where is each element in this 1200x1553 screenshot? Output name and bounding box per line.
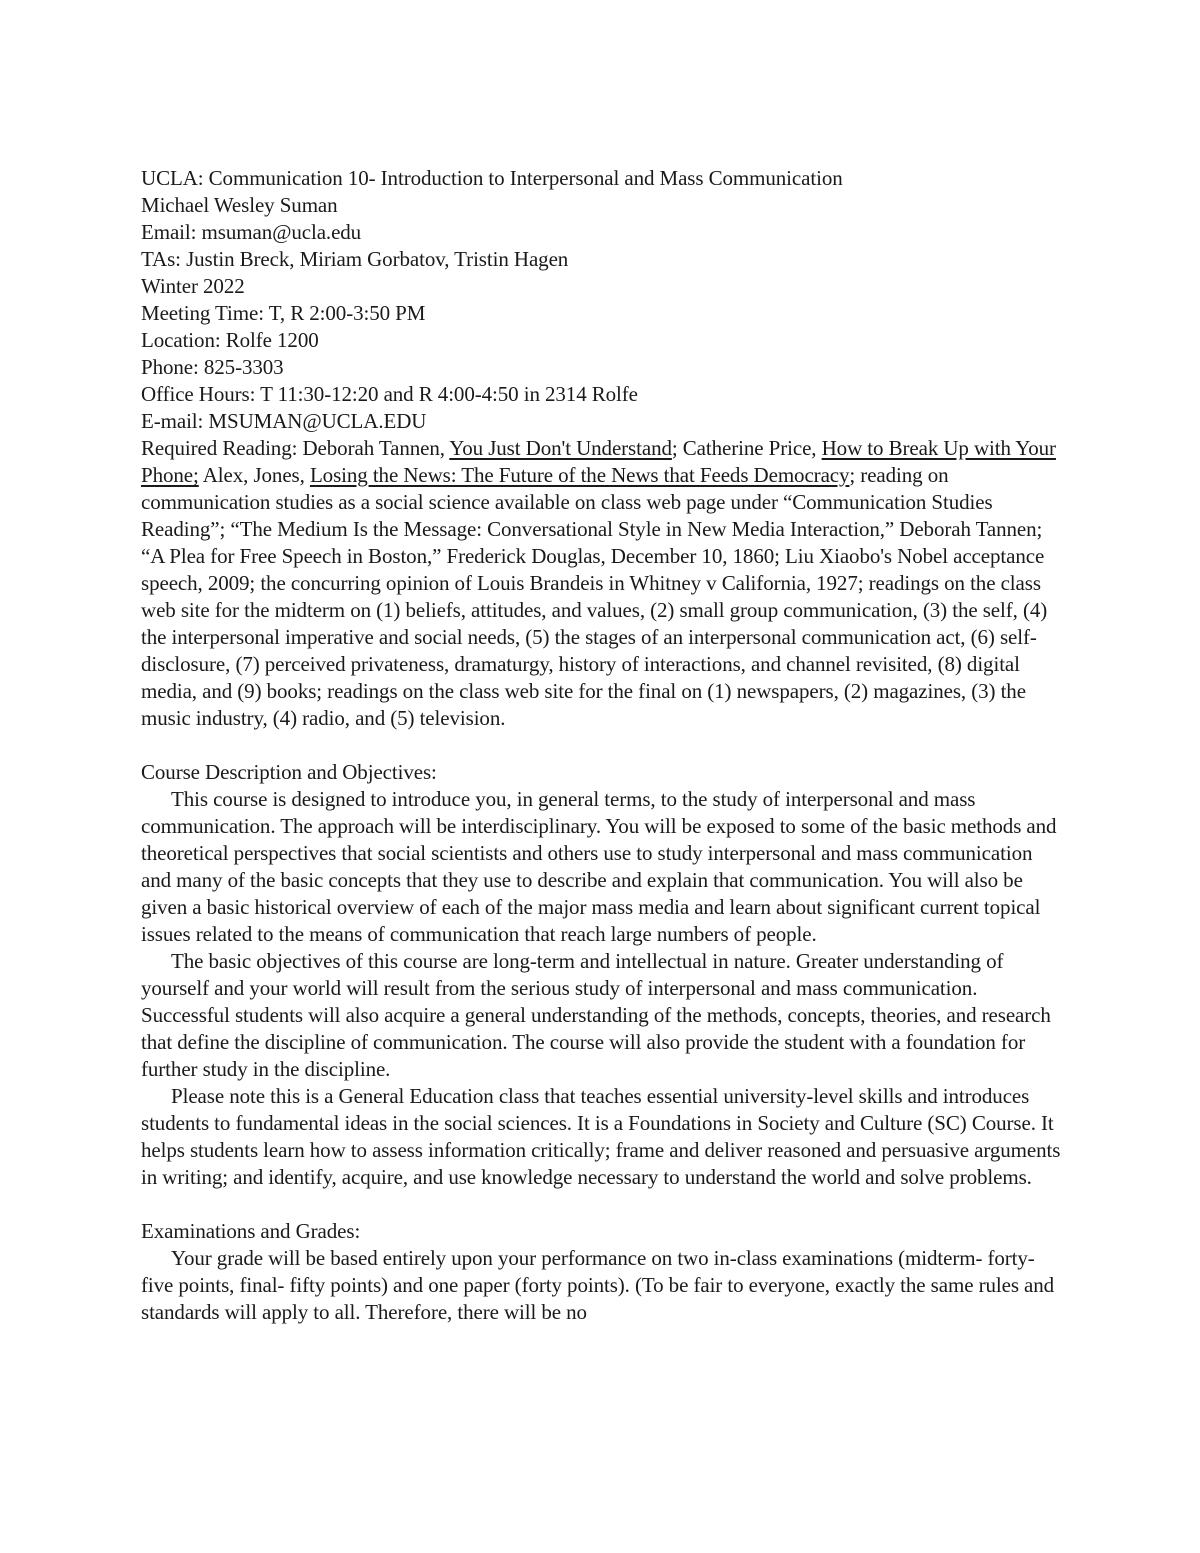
- meeting-time: Meeting Time: T, R 2:00-3:50 PM: [141, 301, 426, 325]
- book-title-losing-the-news: Losing the News: The Future of the News that Feeds Democracy: [309, 463, 850, 487]
- course-description-paragraph: This course is designed to introduce you, in general terms, to the study of interpersonal and mass communication. The approach will be interdisciplinary. You will be exposed to some of the basic methods and theoretical perspectives that social scientists and others use to study interpersonal and mass communication and many of the basic concepts that they use to describe and explain that communication. You will also be given a basic historical overview of each of the major mass media and learn about significant current topical issues related to the means of communication that reach large numbers of people.: [141, 787, 1057, 946]
- required-reading-text: Required Reading: Deborah Tannen,: [141, 436, 450, 460]
- exams-paragraph: Your grade will be based entirely upon your performance on two in-class examinations (midterm- forty-five points, final- fifty points) and one paper (forty points). (To be fair to everyone, exactly the same rules and standards will apply to all. Therefore, there will be no: [141, 1246, 1055, 1324]
- book-title-how-to-break-up: How to Break Up with Your Phone;: [141, 436, 1056, 487]
- instructor-email: Email: msuman@ucla.edu: [141, 220, 362, 244]
- phone: Phone: 825-3303: [141, 355, 284, 379]
- required-reading-text: ; Catherine Price,: [671, 436, 822, 460]
- general-education-paragraph: Please note this is a General Education class that teaches essential university-level skills and introduces students to fundamental ideas in the social sciences. It is a Foundations in Society and Culture (SC) Course. It helps students learn how to assess information critically; frame and deliver reasoned and persuasive arguments in writing; and identify, acquire, and use knowledge necessary to understand the world and solve problems.: [141, 1084, 1061, 1189]
- location: Location: Rolfe 1200: [141, 328, 319, 352]
- instructor-name: Michael Wesley Suman: [141, 193, 338, 217]
- email-caps: E-mail: MSUMAN@UCLA.EDU: [141, 409, 427, 433]
- syllabus-page: [141, 165, 1066, 1326]
- course-title: UCLA: Communication 10- Introduction to Interpersonal and Mass Communication: [141, 166, 843, 190]
- course-description-heading: Course Description and Objectives:: [141, 760, 437, 784]
- book-title-you-just-dont-understand: You Just Don't Understand: [449, 436, 672, 460]
- required-reading-text: Alex, Jones,: [198, 463, 310, 487]
- term: Winter 2022: [141, 274, 245, 298]
- objectives-paragraph: The basic objectives of this course are long-term and intellectual in nature. Greater understanding of yourself and your world will result from the serious study of interpersonal and mass communication. Successful students will also acquire a general understanding of the methods, concepts, theories, and research that define the discipline of communication. The course will also provide the student with a foundation for further study in the discipline.: [141, 949, 1051, 1081]
- office-hours: Office Hours: T 11:30-12:20 and R 4:00-4:50 in 2314 Rolfe: [141, 382, 638, 406]
- exams-heading: Examinations and Grades:: [141, 1219, 361, 1243]
- required-reading-text: ; reading on communication studies as a social science available on class web page under “Communication Studies Reading”; “The Medium Is the Message: Conversational Style in New Media Interaction,” Deborah Tannen; “A Plea for Free Speech in Boston,” Frederick Douglas, December 10, 1860; Liu Xiaobo's Nobel acceptance speech, 2009; the concurring opinion of Louis Brandeis in Whitney v California, 1927; readings on the class web site for the midterm on (1) beliefs, attitudes, and values, (2) small group communication, (3) the self, (4) the interpersonal imperative and social needs, (5) the stages of an interpersonal communication act, (6) self-disclosure, (7) perceived privateness, dramaturgy, history of interactions, and channel revisited, (8) digital media, and (9) books; readings on the class web site for the final on (1) newspapers, (2) magazines, (3) the music industry, (4) radio, and (5) television.: [141, 463, 1048, 730]
- teaching-assistants: TAs: Justin Breck, Miriam Gorbatov, Tristin Hagen: [141, 247, 569, 271]
- required-reading: [141, 435, 1066, 732]
